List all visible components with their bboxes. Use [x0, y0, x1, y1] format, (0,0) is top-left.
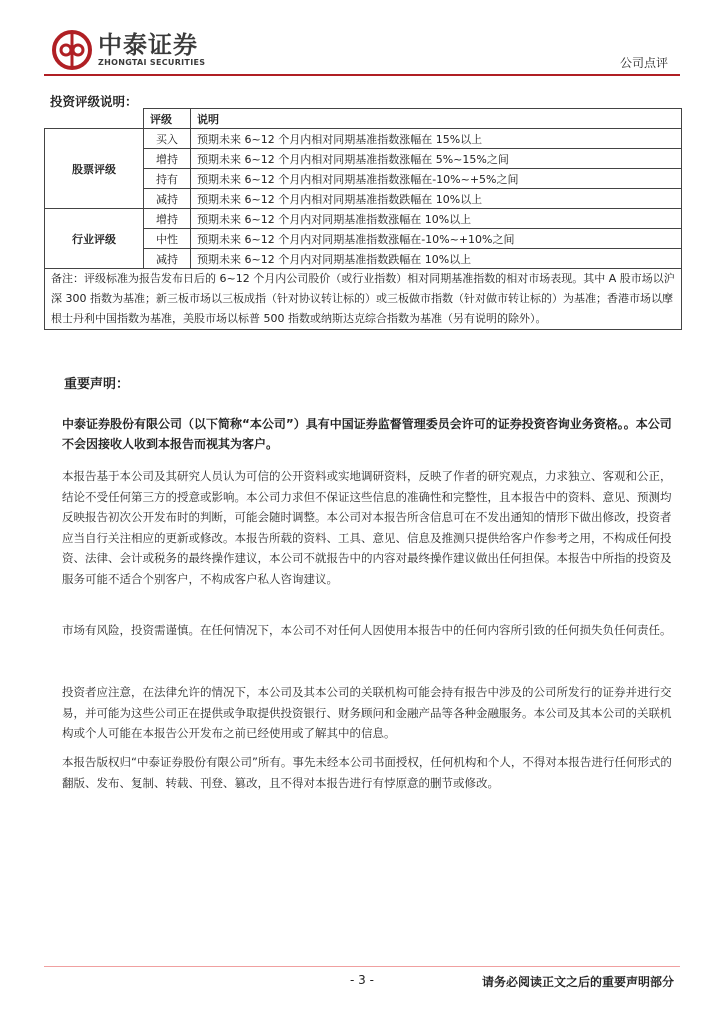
industry-rating-category: 行业评级 — [45, 209, 144, 269]
rating-level: 增持 — [144, 209, 191, 229]
rating-level: 增持 — [144, 149, 191, 169]
rating-description: 预期未来 6~12 个月内相对同期基准指数涨幅在 15%以上 — [191, 129, 682, 149]
disclaimer-paragraph: 投资者应注意，在法律允许的情况下，本公司及其本公司的关联机构可能会持有报告中涉及的公司所发行的证券并进行交易，并可能为这些公司正在提供或争取提供投资银行、财务顾问和金融产品等各种金融服务。本公司及其本公司的关联机构或个人可能在本报告公开发布之前已经使用或了解其中的信息。 — [62, 685, 672, 740]
rating-table-header — [45, 109, 682, 129]
disclaimer-paragraph: 本报告版权归“中泰证券股份有限公司”所有。事先未经本公司书面授权，任何机构和个人，不得对本报告进行任何形式的翻版、发布、复制、转载、刊登、篡改，且不得对本报告进行有悖原意的删节或修改。 — [62, 755, 672, 790]
rating-table — [44, 108, 682, 330]
logo-english-name: ZHONGTAI SECURITIES — [98, 58, 206, 67]
page-number: - 3 - — [350, 973, 374, 987]
rating-level: 买入 — [144, 129, 191, 149]
disclaimer-paragraph: 市场有风险，投资需谨慎。在任何情况下，本公司不对任何人因使用本报告中的任何内容所引致的任何损失负任何责任。 — [62, 623, 672, 637]
qualification-statement: 中泰证券股份有限公司（以下简称“本公司”）具有中国证券监督管理委员会许可的证券投资咨询业务资格。。本公司不会因接收人收到本报告而视其为客户。 — [62, 417, 672, 451]
logo-chinese-name: 中泰证券 — [98, 31, 198, 59]
header-blank-cell — [45, 109, 144, 129]
document-type: 公司点评 — [619, 56, 668, 70]
column-header-level: 评级 — [144, 109, 191, 129]
column-header-description: 说明 — [191, 109, 682, 129]
disclaimer-title: 重要声明： — [64, 377, 130, 392]
header-divider — [44, 74, 680, 76]
rating-description: 预期未来 6~12 个月内对同期基准指数跌幅在 10%以上 — [191, 249, 682, 269]
footer-note: 请务必阅读正文之后的重要声明部分 — [481, 975, 674, 989]
rating-level: 减持 — [144, 189, 191, 209]
zhongtai-logo-icon — [52, 30, 92, 70]
company-logo — [52, 30, 205, 70]
rating-note: 备注：评级标准为报告发布日后的 6~12 个月内公司股价（或行业指数）相对同期基准指数的相对市场表现。其中 A 股市场以沪深 300 指数为基准；新三板市场以三板成指（针对协议转让标的）或三板做市指数（针对做市转让标的）为基准；香港市场以摩根士丹利中国指数为基准，美股市场以标普 500 指数或纳斯达克综合指数为基准（另有说明的除外）。 — [45, 269, 682, 330]
rating-level: 减持 — [144, 249, 191, 269]
rating-description: 预期未来 6~12 个月内对同期基准指数涨幅在-10%~+10%之间 — [191, 229, 682, 249]
footer-divider — [44, 966, 680, 967]
table-row — [45, 129, 682, 149]
rating-description: 预期未来 6~12 个月内相对同期基准指数跌幅在 10%以上 — [191, 189, 682, 209]
rating-level: 持有 — [144, 169, 191, 189]
rating-description: 预期未来 6~12 个月内相对同期基准指数涨幅在 5%~15%之间 — [191, 149, 682, 169]
table-row — [45, 269, 682, 330]
rating-level: 中性 — [144, 229, 191, 249]
rating-description: 预期未来 6~12 个月内对同期基准指数涨幅在 10%以上 — [191, 209, 682, 229]
stock-rating-category: 股票评级 — [45, 129, 144, 209]
table-row — [45, 209, 682, 229]
rating-section-title: 投资评级说明： — [50, 94, 138, 109]
disclaimer-paragraph: 本报告基于本公司及其研究人员认为可信的公开资料或实地调研资料，反映了作者的研究观点，力求独立、客观和公正，结论不受任何第三方的授意或影响。本公司力求但不保证这些信息的准确性和完整性，且本报告中的资料、意见、预测均反映报告初次公开发布时的判断，可能会随时调整。本公司对本报告所含信息可在不发出通知的情形下做出修改，投资者应当自行关注相应的更新或修改。本报告所载的资料、工具、意见、信息及推测只提供给客户作参考之用，不构成任何投资、法律、会计或税务的最终操作建议，本公司不就报告中的内容对最终操作建议做出任何担保。本报告中所指的投资及服务可能不适合个别客户，不构成客户私人咨询建议。 — [62, 469, 672, 586]
rating-description: 预期未来 6~12 个月内相对同期基准指数涨幅在-10%~+5%之间 — [191, 169, 682, 189]
